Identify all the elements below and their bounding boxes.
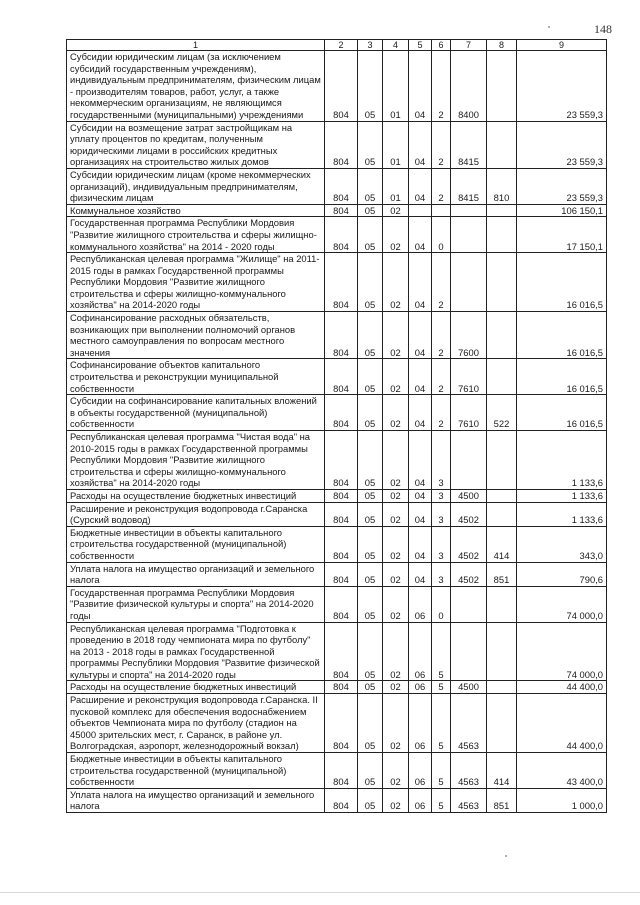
subsection-code: 02 [383, 359, 409, 395]
table-row [67, 681, 607, 694]
subprogram-code: 5 [432, 622, 451, 681]
section-code: 05 [358, 502, 383, 526]
program-code: 06 [409, 788, 432, 812]
subsection-code: 02 [383, 788, 409, 812]
ministry-code: 804 [325, 359, 358, 395]
table-row [67, 359, 607, 395]
table-row [67, 622, 607, 681]
scan-artifact [0, 892, 640, 893]
ministry-code: 804 [325, 51, 358, 122]
table-body [67, 51, 607, 813]
program-code: 04 [409, 395, 432, 431]
table-row [67, 312, 607, 359]
program-code: 06 [409, 753, 432, 789]
expense-type-code [487, 253, 517, 312]
section-code: 05 [358, 395, 383, 431]
direction-code [451, 586, 487, 622]
table-row [67, 395, 607, 431]
program-code: 04 [409, 168, 432, 204]
section-code: 05 [358, 694, 383, 753]
column-header: 9 [517, 40, 607, 51]
direction-code: 4502 [451, 502, 487, 526]
subprogram-code: 2 [432, 121, 451, 168]
direction-code: 8415 [451, 168, 487, 204]
item-name: Бюджетные инвестиции в объекты капитального строительства государственной (муниципальной) собственности [67, 753, 325, 789]
program-code: 04 [409, 359, 432, 395]
subsection-code: 02 [383, 753, 409, 789]
section-code: 05 [358, 586, 383, 622]
item-name: Государственная программа Республики Мордовия "Развитие физической культуры и спорта" на 2014-2020 годы [67, 586, 325, 622]
direction-code: 8415 [451, 121, 487, 168]
ministry-code: 804 [325, 489, 358, 502]
table-row [67, 168, 607, 204]
ministry-code: 804 [325, 586, 358, 622]
expense-type-code: 414 [487, 526, 517, 562]
amount: 23 559,3 [517, 168, 607, 204]
section-code: 05 [358, 359, 383, 395]
section-code: 05 [358, 489, 383, 502]
column-header: 2 [325, 40, 358, 51]
ministry-code: 804 [325, 121, 358, 168]
ministry-code: 804 [325, 788, 358, 812]
subprogram-code: 5 [432, 681, 451, 694]
program-code: 04 [409, 51, 432, 122]
section-code: 05 [358, 312, 383, 359]
direction-code: 4502 [451, 562, 487, 586]
column-header: 7 [451, 40, 487, 51]
subprogram-code: 3 [432, 502, 451, 526]
subsection-code: 02 [383, 622, 409, 681]
expense-type-code [487, 502, 517, 526]
expense-type-code [487, 312, 517, 359]
program-code: 04 [409, 526, 432, 562]
amount: 106 150,1 [517, 204, 607, 217]
subprogram-code: 3 [432, 431, 451, 490]
ministry-code: 804 [325, 217, 358, 253]
subsection-code: 02 [383, 395, 409, 431]
amount: 16 016,5 [517, 253, 607, 312]
expense-type-code [487, 622, 517, 681]
table-row [67, 788, 607, 812]
ministry-code: 804 [325, 168, 358, 204]
subprogram-code: 2 [432, 395, 451, 431]
amount: 74 000,0 [517, 586, 607, 622]
subsection-code: 02 [383, 502, 409, 526]
subprogram-code: 2 [432, 359, 451, 395]
direction-code: 4563 [451, 788, 487, 812]
column-header: 1 [67, 40, 325, 51]
amount: 16 016,5 [517, 312, 607, 359]
table-row [67, 431, 607, 490]
expense-type-code [487, 51, 517, 122]
section-code: 05 [358, 253, 383, 312]
subprogram-code: 2 [432, 168, 451, 204]
subprogram-code [432, 204, 451, 217]
expense-type-code [487, 489, 517, 502]
scan-mark [505, 855, 507, 857]
expense-type-code [487, 694, 517, 753]
subprogram-code: 3 [432, 489, 451, 502]
program-code: 06 [409, 681, 432, 694]
expense-type-code [487, 204, 517, 217]
ministry-code: 804 [325, 622, 358, 681]
subsection-code: 01 [383, 51, 409, 122]
amount: 16 016,5 [517, 395, 607, 431]
table-row [67, 502, 607, 526]
amount: 74 000,0 [517, 622, 607, 681]
program-code: 06 [409, 586, 432, 622]
ministry-code: 804 [325, 395, 358, 431]
table-row [67, 51, 607, 122]
amount: 16 016,5 [517, 359, 607, 395]
table-row [67, 204, 607, 217]
subprogram-code: 5 [432, 753, 451, 789]
subsection-code: 02 [383, 431, 409, 490]
section-code: 05 [358, 431, 383, 490]
amount: 790,6 [517, 562, 607, 586]
subsection-code: 02 [383, 526, 409, 562]
expense-type-code: 522 [487, 395, 517, 431]
amount: 1 133,6 [517, 431, 607, 490]
expense-type-code [487, 359, 517, 395]
item-name: Субсидии юридическим лицам (кроме некоммерческих организаций), индивидуальным предпринимателям, физическим лицам [67, 168, 325, 204]
subprogram-code: 2 [432, 312, 451, 359]
program-code: 04 [409, 121, 432, 168]
expense-type-code [487, 217, 517, 253]
direction-code: 7600 [451, 312, 487, 359]
direction-code: 8400 [451, 51, 487, 122]
item-name: Республиканская целевая программа "Жилище" на 2011-2015 годы в рамках Государственной программы Республики Мордовия "Развитие жилищного строительства и сферы жилищно-коммунального хозяйства" на 2014-2020 годы [67, 253, 325, 312]
subsection-code: 02 [383, 253, 409, 312]
section-code: 05 [358, 788, 383, 812]
section-code: 05 [358, 753, 383, 789]
item-name: Софинансирование объектов капитального строительства и реконструкции муниципальной собственности [67, 359, 325, 395]
table-row [67, 489, 607, 502]
expense-type-code [487, 681, 517, 694]
subprogram-code: 0 [432, 217, 451, 253]
table-row [67, 753, 607, 789]
item-name: Республиканская целевая программа "Подготовка к проведению в 2018 году чемпионата мира по футболу" на 2013 - 2018 годы в рамках Государственной программы Республики Мордовия "Развитие физической культуры и спорта" на 2014-2020 годы [67, 622, 325, 681]
program-code: 04 [409, 502, 432, 526]
column-header: 3 [358, 40, 383, 51]
program-code: 04 [409, 431, 432, 490]
page-number: 148 [594, 22, 612, 36]
ministry-code: 804 [325, 694, 358, 753]
amount: 44 400,0 [517, 681, 607, 694]
program-code: 04 [409, 489, 432, 502]
expense-type-code [487, 431, 517, 490]
item-name: Софинансирование расходных обязательств, возникающих при выполнении полномочий органов местного самоуправления по вопросам местного значения [67, 312, 325, 359]
budget-table [66, 39, 607, 813]
subsection-code: 02 [383, 217, 409, 253]
amount: 17 150,1 [517, 217, 607, 253]
subprogram-code: 2 [432, 51, 451, 122]
subsection-code: 01 [383, 168, 409, 204]
direction-code: 4502 [451, 526, 487, 562]
section-code: 05 [358, 121, 383, 168]
column-header: 8 [487, 40, 517, 51]
direction-code [451, 431, 487, 490]
table-row [67, 694, 607, 753]
subprogram-code: 5 [432, 694, 451, 753]
section-code: 05 [358, 526, 383, 562]
section-code: 05 [358, 217, 383, 253]
ministry-code: 804 [325, 526, 358, 562]
item-name: Республиканская целевая программа "Чистая вода" на 2010-2015 годы в рамках Государственной программы Республики Мордовия "Развитие жилищного строительства и сферы жилищно-коммунального хозяйства" на 2014-2020 годы [67, 431, 325, 490]
expense-type-code [487, 586, 517, 622]
subprogram-code: 0 [432, 586, 451, 622]
direction-code: 4563 [451, 694, 487, 753]
subsection-code: 02 [383, 694, 409, 753]
item-name: Расширение и реконструкция водопровода г.Саранска (Сурский водовод) [67, 502, 325, 526]
column-header-row [67, 40, 607, 51]
column-header: 5 [409, 40, 432, 51]
subsection-code: 02 [383, 562, 409, 586]
expense-type-code: 851 [487, 562, 517, 586]
subsection-code: 02 [383, 312, 409, 359]
expense-type-code: 810 [487, 168, 517, 204]
amount: 1 133,6 [517, 502, 607, 526]
program-code: 04 [409, 253, 432, 312]
ministry-code: 804 [325, 431, 358, 490]
direction-code: 7610 [451, 395, 487, 431]
table-row [67, 586, 607, 622]
ministry-code: 804 [325, 253, 358, 312]
subprogram-code: 2 [432, 253, 451, 312]
amount: 343,0 [517, 526, 607, 562]
ministry-code: 804 [325, 681, 358, 694]
item-name: Расходы на осуществление бюджетных инвестиций [67, 489, 325, 502]
program-code: 04 [409, 562, 432, 586]
direction-code: 4500 [451, 489, 487, 502]
program-code: 04 [409, 217, 432, 253]
section-code: 05 [358, 562, 383, 586]
section-code: 05 [358, 204, 383, 217]
ministry-code: 804 [325, 753, 358, 789]
ministry-code: 804 [325, 204, 358, 217]
amount: 23 559,3 [517, 121, 607, 168]
column-header: 6 [432, 40, 451, 51]
item-name: Расширение и реконструкция водопровода г.Саранска. II пусковой комплекс для обеспечения водоснабжением объектов Чемпионата мира по футболу (стадион на 45000 зрительских мест, г. Саранск, в районе ул. Волгоградская, аэропорт, железнодорожный вокзал) [67, 694, 325, 753]
amount: 1 000,0 [517, 788, 607, 812]
item-name: Уплата налога на имущество организаций и земельного налога [67, 788, 325, 812]
amount: 1 133,6 [517, 489, 607, 502]
table-row [67, 121, 607, 168]
expense-type-code: 414 [487, 753, 517, 789]
section-code: 05 [358, 168, 383, 204]
table-row [67, 217, 607, 253]
amount: 44 400,0 [517, 694, 607, 753]
table-row [67, 562, 607, 586]
item-name: Расходы на осуществление бюджетных инвестиций [67, 681, 325, 694]
ministry-code: 804 [325, 502, 358, 526]
direction-code: 4500 [451, 681, 487, 694]
expense-type-code: 851 [487, 788, 517, 812]
column-header: 4 [383, 40, 409, 51]
program-code [409, 204, 432, 217]
subprogram-code: 3 [432, 562, 451, 586]
item-name: Уплата налога на имущество организаций и земельного налога [67, 562, 325, 586]
subsection-code: 02 [383, 681, 409, 694]
direction-code [451, 204, 487, 217]
item-name: Субсидии юридическим лицам (за исключением субсидий государственным учреждениям), индивидуальным предпринимателям, физическим лицам - производителям товаров, работ, услуг, а также некоммерческим организациям, не являющимся государственными (муниципальными) учреждениями [67, 51, 325, 122]
direction-code: 4563 [451, 753, 487, 789]
table-row [67, 526, 607, 562]
ministry-code: 804 [325, 562, 358, 586]
subsection-code: 02 [383, 489, 409, 502]
subsection-code: 02 [383, 586, 409, 622]
direction-code [451, 253, 487, 312]
amount: 23 559,3 [517, 51, 607, 122]
item-name: Государственная программа Республики Мордовия "Развитие жилищного строительства и сферы жилищно-коммунального хозяйства" на 2014 - 2020 годы [67, 217, 325, 253]
direction-code: 7610 [451, 359, 487, 395]
section-code: 05 [358, 51, 383, 122]
program-code: 06 [409, 694, 432, 753]
item-name: Субсидии на софинансирование капитальных вложений в объекты государственной (муниципальной) собственности [67, 395, 325, 431]
section-code: 05 [358, 622, 383, 681]
expense-type-code [487, 121, 517, 168]
direction-code [451, 622, 487, 681]
subprogram-code: 5 [432, 788, 451, 812]
section-code: 05 [358, 681, 383, 694]
scan-mark [548, 26, 550, 28]
program-code: 06 [409, 622, 432, 681]
subsection-code: 01 [383, 121, 409, 168]
subprogram-code: 3 [432, 526, 451, 562]
item-name: Бюджетные инвестиции в объекты капитального строительства государственной (муниципальной) собственности [67, 526, 325, 562]
item-name: Субсидии на возмещение затрат застройщикам на уплату процентов по кредитам, полученным юридическими лицами в российских кредитных организациях на строительство жилых домов [67, 121, 325, 168]
item-name: Коммунальное хозяйство [67, 204, 325, 217]
program-code: 04 [409, 312, 432, 359]
ministry-code: 804 [325, 312, 358, 359]
amount: 43 400,0 [517, 753, 607, 789]
subsection-code: 02 [383, 204, 409, 217]
direction-code [451, 217, 487, 253]
table-row [67, 253, 607, 312]
